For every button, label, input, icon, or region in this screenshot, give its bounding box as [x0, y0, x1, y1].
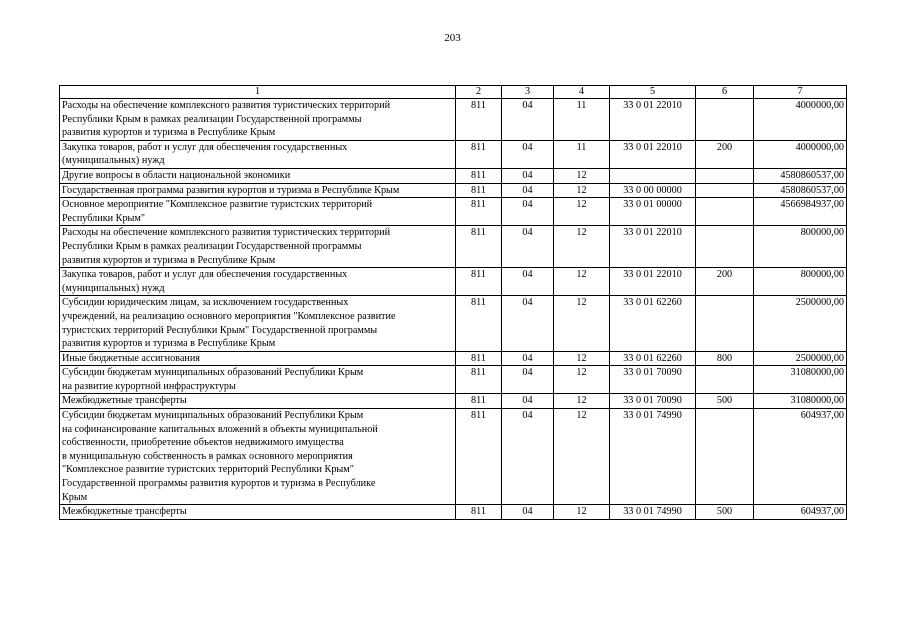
subsection-cell: 11 [554, 99, 610, 141]
grbs-cell: 811 [456, 296, 502, 351]
item-name-line: Закупка товаров, работ и услуг для обеспечения государственных [62, 141, 348, 153]
amount-cell: 31080000,00 [754, 394, 847, 409]
item-name-line: Иные бюджетные ассигнования [62, 352, 200, 364]
header-cell-3: 3 [502, 86, 554, 99]
item-name-line: Расходы на обеспечение комплексного развития туристических территорий [62, 227, 391, 239]
expense-type-cell: 500 [696, 394, 754, 409]
amount-cell: 800000,00 [754, 268, 847, 296]
amount-cell: 4000000,00 [754, 99, 847, 141]
table-row [60, 99, 847, 141]
item-name-cell [60, 226, 456, 268]
amount-cell: 2500000,00 [754, 296, 847, 351]
expense-type-cell [696, 409, 754, 505]
item-name-cell [60, 505, 456, 520]
header-row [60, 86, 847, 99]
table-body [60, 99, 847, 520]
amount-cell: 4566984937,00 [754, 198, 847, 226]
item-name-cell [60, 366, 456, 394]
item-name-line: собственности, приобретение объектов недвижимого имущества [62, 437, 344, 449]
expense-type-cell: 800 [696, 351, 754, 366]
target-article-cell: 33 0 01 22010 [610, 268, 696, 296]
item-name-line: Основное мероприятие "Комплексное развитие туристских территорий [62, 199, 373, 211]
section-cell: 04 [502, 268, 554, 296]
section-cell: 04 [502, 296, 554, 351]
table-row [60, 168, 847, 183]
subsection-cell: 12 [554, 198, 610, 226]
expense-type-cell [696, 226, 754, 268]
item-name-line: Республики Крым в рамках реализации Государственной программы [62, 113, 362, 125]
target-article-cell: 33 0 01 70090 [610, 394, 696, 409]
amount-cell: 604937,00 [754, 409, 847, 505]
item-name-line: Субсидии бюджетам муниципальных образований Республики Крым [62, 410, 364, 422]
expense-type-cell [696, 296, 754, 351]
amount-cell: 4580860537,00 [754, 168, 847, 183]
header-cell-1: 1 [60, 86, 456, 99]
section-cell: 04 [502, 140, 554, 168]
target-article-cell: 33 0 01 62260 [610, 351, 696, 366]
grbs-cell: 811 [456, 226, 502, 268]
target-article-cell: 33 0 01 74990 [610, 409, 696, 505]
item-name-line: развития курортов и туризма в Республике Крым [62, 127, 276, 139]
subsection-cell: 12 [554, 409, 610, 505]
expense-type-cell: 200 [696, 268, 754, 296]
item-name-cell [60, 183, 456, 198]
grbs-cell: 811 [456, 366, 502, 394]
section-cell: 04 [502, 366, 554, 394]
expense-type-cell [696, 183, 754, 198]
item-name-line: развития курортов и туризма в Республике Крым [62, 338, 276, 350]
target-article-cell: 33 0 01 22010 [610, 226, 696, 268]
section-cell: 04 [502, 351, 554, 366]
target-article-cell: 33 0 01 74990 [610, 505, 696, 520]
item-name-line: Субсидии юридическим лицам, за исключением государственных [62, 297, 349, 309]
item-name-cell [60, 394, 456, 409]
subsection-cell: 12 [554, 168, 610, 183]
item-name-line: Республики Крым" [62, 212, 145, 224]
amount-cell: 4000000,00 [754, 140, 847, 168]
section-cell: 04 [502, 99, 554, 141]
section-cell: 04 [502, 226, 554, 268]
section-cell: 04 [502, 394, 554, 409]
item-name-line: (муниципальных) нужд [62, 155, 165, 167]
item-name-line: на развитие курортной инфраструктуры [62, 380, 236, 392]
expense-type-cell [696, 198, 754, 226]
table-row [60, 409, 847, 505]
subsection-cell: 12 [554, 296, 610, 351]
item-name-line: Государственной программы развития курортов и туризма в Республике [62, 478, 376, 490]
table-row [60, 366, 847, 394]
section-cell: 04 [502, 409, 554, 505]
subsection-cell: 12 [554, 226, 610, 268]
grbs-cell: 811 [456, 394, 502, 409]
item-name-line: Закупка товаров, работ и услуг для обеспечения государственных [62, 269, 348, 281]
expense-type-cell [696, 366, 754, 394]
item-name-line: в муниципальную собственность в рамках основного мероприятия [62, 450, 353, 462]
target-article-cell: 33 0 01 22010 [610, 140, 696, 168]
subsection-cell: 11 [554, 140, 610, 168]
header-cell-6: 6 [696, 86, 754, 99]
page-number: 203 [444, 32, 461, 44]
section-cell: 04 [502, 505, 554, 520]
target-article-cell: 33 0 00 00000 [610, 183, 696, 198]
target-article-cell: 33 0 01 62260 [610, 296, 696, 351]
item-name-line: на софинансирование капитальных вложений в объекты муниципальной [62, 423, 378, 435]
item-name-line: Расходы на обеспечение комплексного развития туристических территорий [62, 100, 391, 111]
header-cell-7: 7 [754, 86, 847, 99]
expense-type-cell: 200 [696, 140, 754, 168]
table-row [60, 198, 847, 226]
subsection-cell: 12 [554, 351, 610, 366]
subsection-cell: 12 [554, 183, 610, 198]
table-header [60, 86, 847, 99]
header-cell-4: 4 [554, 86, 610, 99]
item-name-line: Другие вопросы в области национальной экономики [62, 169, 291, 181]
item-name-cell [60, 140, 456, 168]
header-cell-2: 2 [456, 86, 502, 99]
amount-cell: 604937,00 [754, 505, 847, 520]
table-row [60, 140, 847, 168]
item-name-line: "Комплексное развитие туристских территорий Республики Крым" [62, 464, 354, 476]
amount-cell: 31080000,00 [754, 366, 847, 394]
item-name-line: Крым [62, 491, 88, 503]
item-name-cell [60, 409, 456, 505]
item-name-cell [60, 168, 456, 183]
table-row [60, 226, 847, 268]
item-name-line: Межбюджетные трансферты [62, 395, 187, 407]
amount-cell: 800000,00 [754, 226, 847, 268]
table-row [60, 394, 847, 409]
grbs-cell: 811 [456, 268, 502, 296]
item-name-line: Государственная программа развития курортов и туризма в Республике Крым [62, 184, 400, 196]
amount-cell: 4580860537,00 [754, 183, 847, 198]
item-name-line: развития курортов и туризма в Республике Крым [62, 254, 276, 266]
target-article-cell [610, 168, 696, 183]
table-row [60, 505, 847, 520]
item-name-line: туристских территорий Республики Крым" Государственной программы [62, 324, 378, 336]
table-row [60, 351, 847, 366]
item-name-cell [60, 268, 456, 296]
section-cell: 04 [502, 198, 554, 226]
expense-type-cell: 500 [696, 505, 754, 520]
table-row [60, 183, 847, 198]
section-cell: 04 [502, 168, 554, 183]
grbs-cell: 811 [456, 505, 502, 520]
item-name-line: Субсидии бюджетам муниципальных образований Республики Крым [62, 367, 364, 379]
grbs-cell: 811 [456, 198, 502, 226]
grbs-cell: 811 [456, 183, 502, 198]
subsection-cell: 12 [554, 268, 610, 296]
amount-cell: 2500000,00 [754, 351, 847, 366]
subsection-cell: 12 [554, 505, 610, 520]
target-article-cell: 33 0 01 00000 [610, 198, 696, 226]
budget-table [59, 85, 847, 520]
grbs-cell: 811 [456, 351, 502, 366]
subsection-cell: 12 [554, 366, 610, 394]
item-name-cell [60, 296, 456, 351]
item-name-cell [60, 198, 456, 226]
target-article-cell: 33 0 01 22010 [610, 99, 696, 141]
section-cell: 04 [502, 183, 554, 198]
table-row [60, 296, 847, 351]
expense-type-cell [696, 168, 754, 183]
item-name-line: (муниципальных) нужд [62, 282, 165, 294]
grbs-cell: 811 [456, 168, 502, 183]
grbs-cell: 811 [456, 99, 502, 141]
subsection-cell: 12 [554, 394, 610, 409]
grbs-cell: 811 [456, 409, 502, 505]
item-name-line: Межбюджетные трансферты [62, 506, 187, 518]
header-cell-5: 5 [610, 86, 696, 99]
item-name-line: учреждений, на реализацию основного мероприятия "Комплексное развитие [62, 310, 396, 322]
grbs-cell: 811 [456, 140, 502, 168]
item-name-line: Республики Крым в рамках реализации Государственной программы [62, 240, 362, 252]
item-name-cell [60, 99, 456, 141]
item-name-cell [60, 351, 456, 366]
expense-type-cell [696, 99, 754, 141]
table-row [60, 268, 847, 296]
target-article-cell: 33 0 01 70090 [610, 366, 696, 394]
